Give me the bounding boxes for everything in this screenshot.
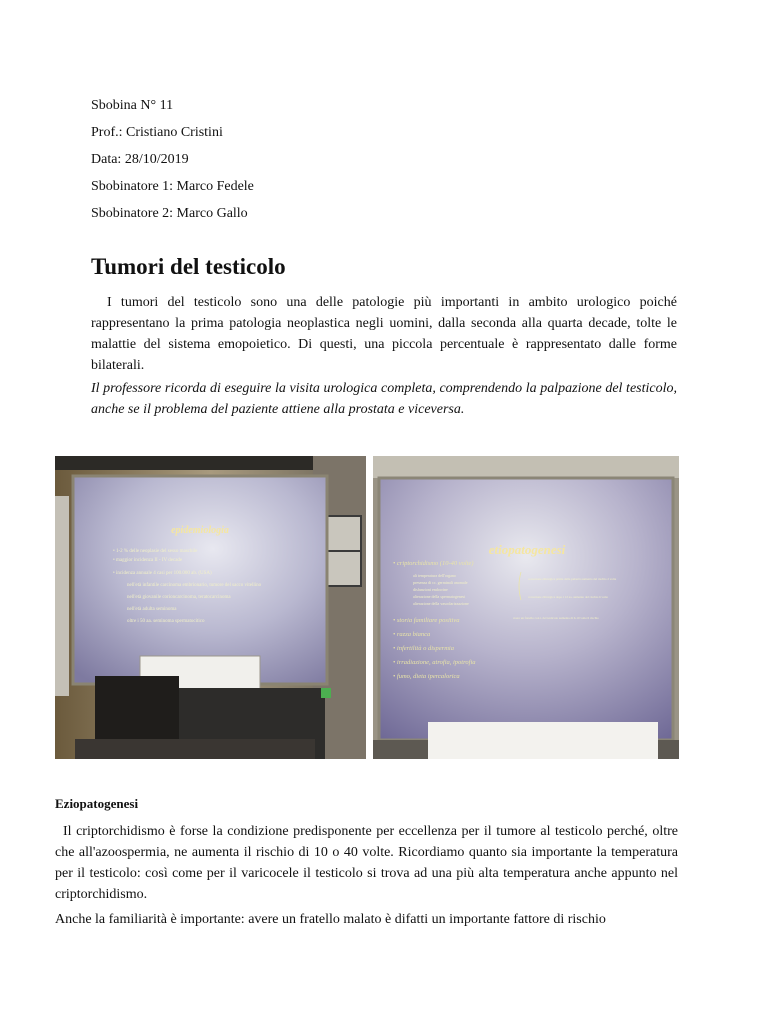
transcriber-1: Sbobinatore 1: Marco Fedele [91,179,254,194]
slide2-subitem-2: presenza di cc. germinali anomale [413,580,468,585]
slide2-subitem-1: alt temperatura dell'organo [413,573,456,578]
sbobina-number: Sbobina N° 11 [91,98,174,113]
slide1-title: epidemiologia [171,525,229,536]
document-header [91,92,254,227]
slide1-line-7: oltre i 50 aa. seminoma spermatocitico [127,619,205,624]
slide2-item-1: • criptorchidismo (10-40 volte) [393,560,474,567]
page-title: Tumori del testicolo [91,254,286,279]
photo-etiopatogenesi-slide [373,456,679,759]
slide2-note-1: correzione chirurgica prima della pubertà aumento del rischio 2 volte [528,577,617,581]
intro-paragraph: I tumori del testicolo sono una delle patologie più importanti in ambito urologico poiché rappresentano la prima patologia neoplastica negli uomini, dalla seconda alla quarta decade, tolte le malattie del sistema emopoietico. Di questi, una piccola percentuale è rappresentato dalle forme bilaterali. [91,295,677,373]
section-paragraph-1: Il criptorchidismo è forse la condizione predisponente per eccellenza per il tumore al testicolo perché, oltre che all'azoospermia, ne aumenta il rischio di 10 o 40 volte. Ricordiamo quanto sia importante la temperatura per il testicolo: così come per il varicocele il testicolo si trova ad una più alta temperatura anche appunto nel criptorchidismo. [55,824,678,902]
slide2-subitem-3: disfunzioni endocrine [413,587,448,592]
slide2-item-6: • fumo, dieta ipercalorica [393,673,460,680]
lecture-date: Data: 28/10/2019 [91,152,189,167]
photo-epidemiologia-slide [55,456,366,759]
slide2-item-5: • irradiazione, atrofia, ipotrofia [393,659,476,666]
slide2-note-2: correzione chirurgica dopo i 12 aa. aumento del rischio 6 volte [528,595,608,599]
slide2-subitem-4: alterazione della spermatogenesi [413,594,466,599]
slide2-item-2: • storia familiare positiva [393,617,460,624]
slide1-line-4: nell'età infantile carcinoma embrionario, tumore del sacco vitellino [127,583,262,588]
slide1-line-2: • maggior incidenza II - IV decade [113,558,183,563]
section-title-eziopatogenesi: Eziopatogenesi [55,796,139,811]
professor: Prof.: Cristiano Cristini [91,125,223,140]
section-paragraph-2: Anche la familiarità è importante: avere un fratello malato è difatti un importante fattore di rischio [55,912,606,927]
slide-photo-2 [373,456,679,759]
slide2-title: etiopatogenesi [488,542,566,557]
slide2-subitem-5: alterazione della vascolarizzazione [413,601,469,606]
slide1-line-1: • 1-2 % delle neoplasie del sesso maschile [113,549,198,554]
slide1-line-3: • incidenza annuale 4 casi per 100.000 ab. (USA) [113,571,212,576]
slide2-item-3: • razza bianca [393,631,431,638]
slide2-item-4: • infertilità o dispermia [393,645,454,652]
slide1-line-6: nell'età adulta seminoma [127,607,177,612]
slide2-note-3: avere un fratello con t. del testicolo aumenta di 6-10 volte il rischio [513,616,599,620]
professor-note: Il professore ricorda di eseguire la visita urologica completa, comprendendo la palpazione del testicolo, anche se il problema del paziente attiene alla prostata e viceversa. [91,381,677,417]
transcriber-2: Sbobinatore 2: Marco Gallo [91,206,248,221]
slide1-line-5: nell'età giovanile corioncarcinoma, teratocarcinoma [127,595,231,600]
slide-photo-1 [55,456,366,759]
